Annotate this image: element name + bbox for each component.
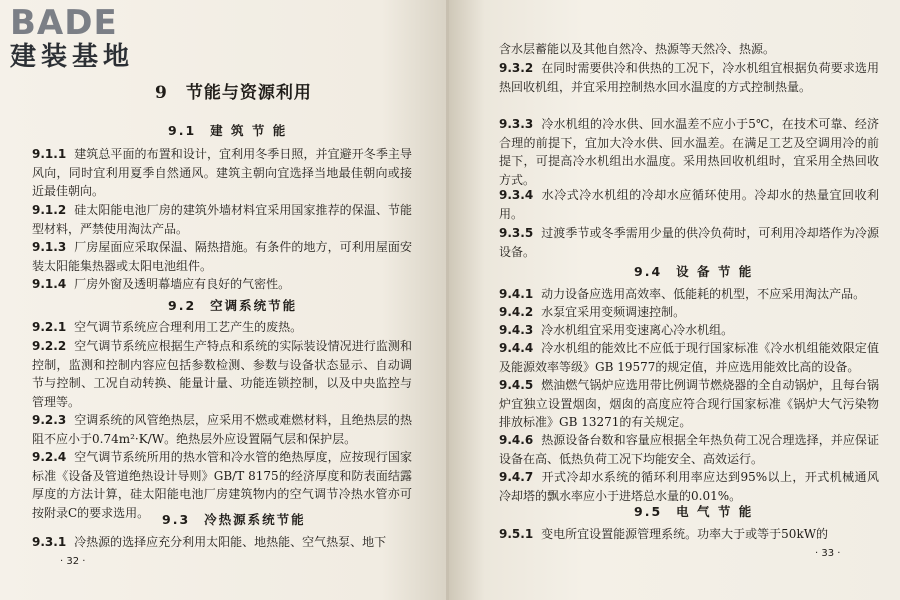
clause-9-2-4: 9.2.4 空气调节系统所用的热水管和冷水管的绝热厚度，应按现行国家标准《设备及管道绝热设计导则》GB/T 8175的经济厚度和防表面结露厚度的方法计算，硅太阳能电池厂房建筑物内的空气调节冷热水管亦可按附录C的要求选用。 bbox=[32, 450, 412, 520]
clause-9-1-4: 9.1.4 厂房外窗及透明幕墙应有良好的气密性。 bbox=[32, 277, 291, 291]
clause-9-3-5: 9.3.5 过渡季节或冬季需用少量的供冷负荷时，可利用冷却塔作为冷源设备。 bbox=[499, 226, 879, 259]
clause-9-3-1: 9.3.1 冷热源的选择应充分利用太阳能、地热能、空气热泵、地下 bbox=[32, 535, 387, 549]
chapter-name: 节能与资源利用 bbox=[185, 83, 312, 103]
section-heading-9-2: 9.2 空调系统节能 bbox=[168, 298, 298, 313]
clause-9-2-2: 9.2.2 空气调节系统应根据生产特点和系统的实际装设情况进行监测和控制，监测和控制内容应包括参数检测、参数与设备状态显示、自动调节与控制、工况自动转换、能量计量、功能连锁控制，以及中央监控与管理等。 bbox=[32, 339, 412, 409]
clause-9-4-7: 9.4.7 开式冷却水系统的循环利用率应达到95%以上，开式机械通风冷却塔的飘水率应小于进塔总水量的0.01%。 bbox=[499, 470, 879, 503]
clause-9-4-4: 9.4.4 冷水机组的能效比不应低于现行国家标准《冷水机组能效限定值及能源效率等级》GB 19577的规定值，并应选用能效比高的设备。 bbox=[499, 341, 879, 374]
clause-9-4-1: 9.4.1 动力设备应选用高效率、低能耗的机型，不应采用淘汰产品。 bbox=[499, 287, 866, 301]
clause-9-4-5: 9.4.5 燃油燃气锅炉应选用带比例调节燃烧器的全自动锅炉，且每台锅炉宜独立设置烟囱，烟囱的高度应符合现行国家标准《锅炉大气污染物排放标准》GB 13271的有关规定。 bbox=[499, 378, 879, 429]
chapter-title bbox=[155, 78, 312, 103]
clause-9-1-1: 9.1.1 建筑总平面的布置和设计，宜利用冬季日照，并宜避开冬季主导风向，同时宜利用夏季自然通风。建筑主朝向宜选择当地最佳朝向或接近最佳朝向。 bbox=[32, 147, 412, 198]
watermark-logo bbox=[10, 3, 182, 72]
section-heading-9-1: 9.1 建 筑 节 能 bbox=[168, 123, 288, 138]
clause-9-4-6: 9.4.6 热源设备台数和容量应根据全年热负荷工况合理选择，并应保证设备在高、低热负荷工况下均能安全、高效运行。 bbox=[499, 433, 879, 466]
clause-9-5-1: 9.5.1 变电所宜设置能源管理系统。功率大于或等于50kW的 bbox=[499, 527, 829, 541]
clause-9-4-3: 9.4.3 冷水机组宜采用变速离心冷水机组。 bbox=[499, 323, 734, 337]
clause-9-3-2: 9.3.2 在同时需要供冷和供热的工况下，冷水机组宜根据负荷要求选用热回收机组，并宜采用控制热水回水温度的方式控制热量。 bbox=[499, 61, 879, 94]
clause-9-1-3: 9.1.3 厂房屋面应采取保温、隔热措施。有条件的地方，可利用屋面安装太阳能集热器或太阳电池组件。 bbox=[32, 240, 412, 273]
continuation-text: 含水层蓄能以及其他自然冷、热源等天然冷、热源。 bbox=[499, 42, 776, 56]
clause-9-4-2: 9.4.2 水泵宜采用变频调速控制。 bbox=[499, 305, 686, 319]
clause-9-3-3: 9.3.3 冷水机组的冷水供、回水温差不应小于5℃，在技术可靠、经济合理的前提下，宜加大冷水供、回水温差。在满足工艺及空调用冷的前提下，可提高冷水机组出水温度。采用热回收机组时，宜采用全热回收方式。 bbox=[499, 117, 879, 187]
page-number-left: · 32 · bbox=[60, 556, 86, 567]
clause-9-1-2: 9.1.2 硅太阳能电池厂房的建筑外墙材料宜采用国家推荐的保温、节能型材料，严禁使用淘汰产品。 bbox=[32, 203, 412, 236]
clause-9-2-1: 9.2.1 空气调节系统应合理利用工艺产生的废热。 bbox=[32, 320, 303, 334]
section-heading-9-4: 9.4 设 备 节 能 bbox=[634, 264, 754, 279]
logo-text-bottom: 建装基地 bbox=[10, 42, 135, 72]
section-heading-9-3: 9.3 冷热源系统节能 bbox=[162, 512, 306, 527]
chapter-number: 9 bbox=[155, 83, 168, 103]
section-heading-9-5: 9.5 电 气 节 能 bbox=[634, 504, 754, 519]
page-number-right: · 33 · bbox=[815, 548, 841, 559]
right-page bbox=[449, 0, 900, 600]
left-page bbox=[0, 0, 449, 600]
clause-9-2-3: 9.2.3 空调系统的风管绝热层，应采用不燃或难燃材料，且绝热层的热阻不应小于0.74m²·K/W。绝热层外应设置隔气层和保护层。 bbox=[32, 413, 412, 446]
clause-9-3-4: 9.3.4 水冷式冷水机组的冷却水应循环使用。冷却水的热量宜回收利用。 bbox=[499, 188, 879, 221]
logo-text-top: BADE bbox=[10, 3, 118, 43]
